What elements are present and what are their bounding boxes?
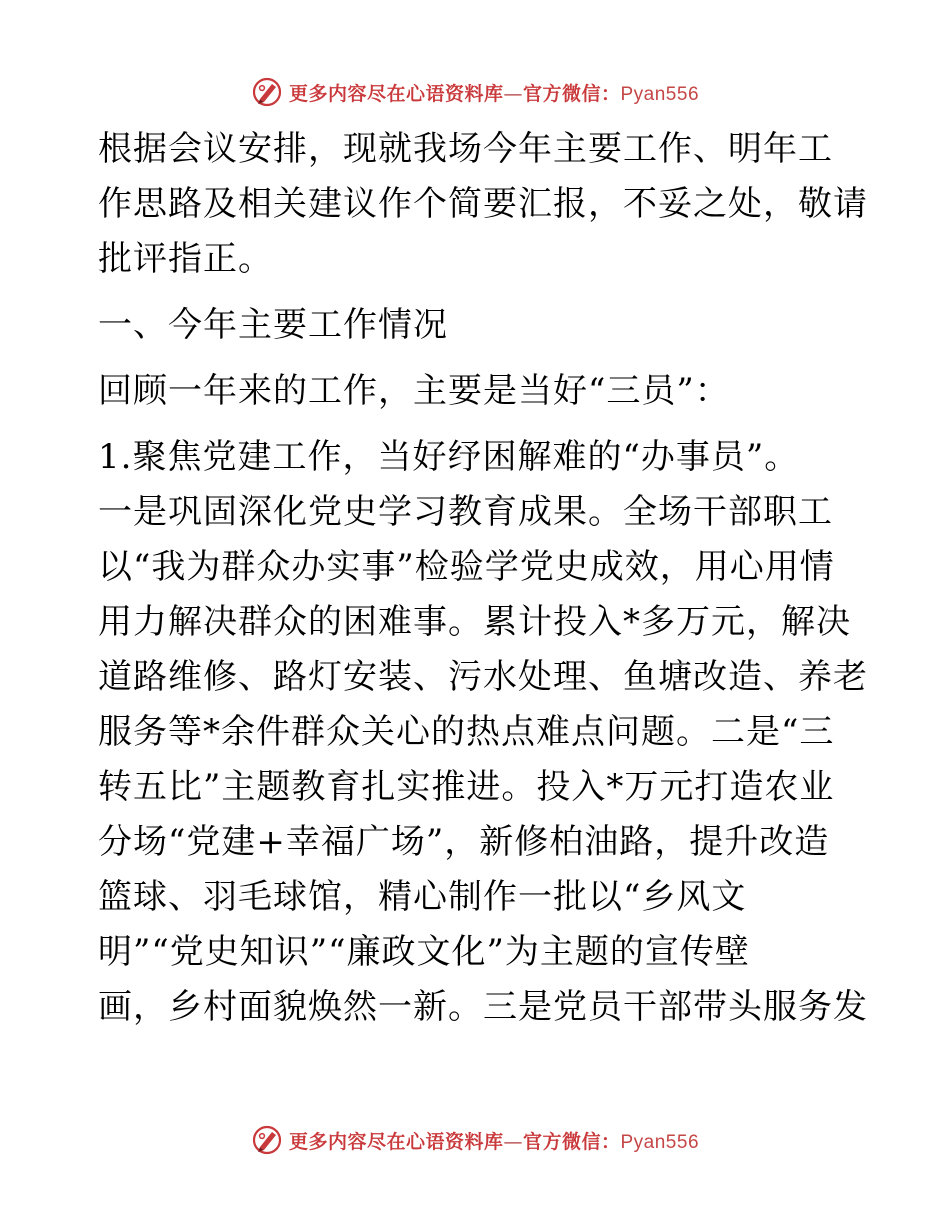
section-heading <box>98 298 858 353</box>
text-line: 道路维修、路灯安装、污水处理、鱼塘改造、养老 <box>98 657 868 697</box>
text-line: 根据会议安排，现就我场今年主要工作、明年工 <box>98 129 833 169</box>
text-line: 分场“党建+幸福广场”，新修柏油路，提升改造 <box>98 822 830 862</box>
wechat-id: Pyan556 <box>620 1131 700 1153</box>
text-line: 作思路及相关建议作个简要汇报，不妥之处，敬请 <box>98 184 868 224</box>
header-watermark-banner <box>0 72 950 112</box>
text-line: 画，乡村面貌焕然一新。三是党员干部带头服务发 <box>98 987 868 1027</box>
text-line: 明”“党史知识”“廉政文化”为主题的宣传壁 <box>98 932 750 972</box>
text-line: 以“我为群众办实事”检验学党史成效，用心用情 <box>98 547 835 587</box>
text-line: 一是巩固深化党史学习教育成果。全场干部职工 <box>98 492 833 532</box>
pen-logo-icon <box>251 76 283 108</box>
wechat-id: Pyan556 <box>620 83 700 105</box>
pen-logo-icon <box>251 1124 283 1156</box>
text-line: 回顾一年来的工作，主要是当好“三员”： <box>98 371 730 411</box>
paragraph-review <box>98 364 858 419</box>
text-line: 批评指正。 <box>98 239 273 279</box>
text-line: 服务等*余件群众关心的热点难点问题。二是“三 <box>98 712 835 752</box>
watermark-text: 更多内容尽在心语资料库—官方微信：Pyan556 <box>288 82 700 105</box>
text-line: 篮球、羽毛球馆，精心制作一批以“乡风文 <box>98 877 747 917</box>
heading-line: 一、今年主要工作情况 <box>98 305 448 345</box>
document-body <box>98 122 868 1035</box>
text-line: 转五比”主题教育扎实推进。投入*万元打造农业 <box>98 767 835 807</box>
paragraph-intro <box>98 122 868 287</box>
footer-watermark-banner <box>0 1120 950 1160</box>
watermark-text: 更多内容尽在心语资料库—官方微信：Pyan556 <box>288 1130 700 1153</box>
text-line: 用力解决群众的困难事。累计投入*多万元，解决 <box>98 602 851 642</box>
text-line: 1.聚焦党建工作，当好纾困解难的“办事员”。 <box>98 437 800 477</box>
paragraph-party-building <box>98 430 868 1035</box>
